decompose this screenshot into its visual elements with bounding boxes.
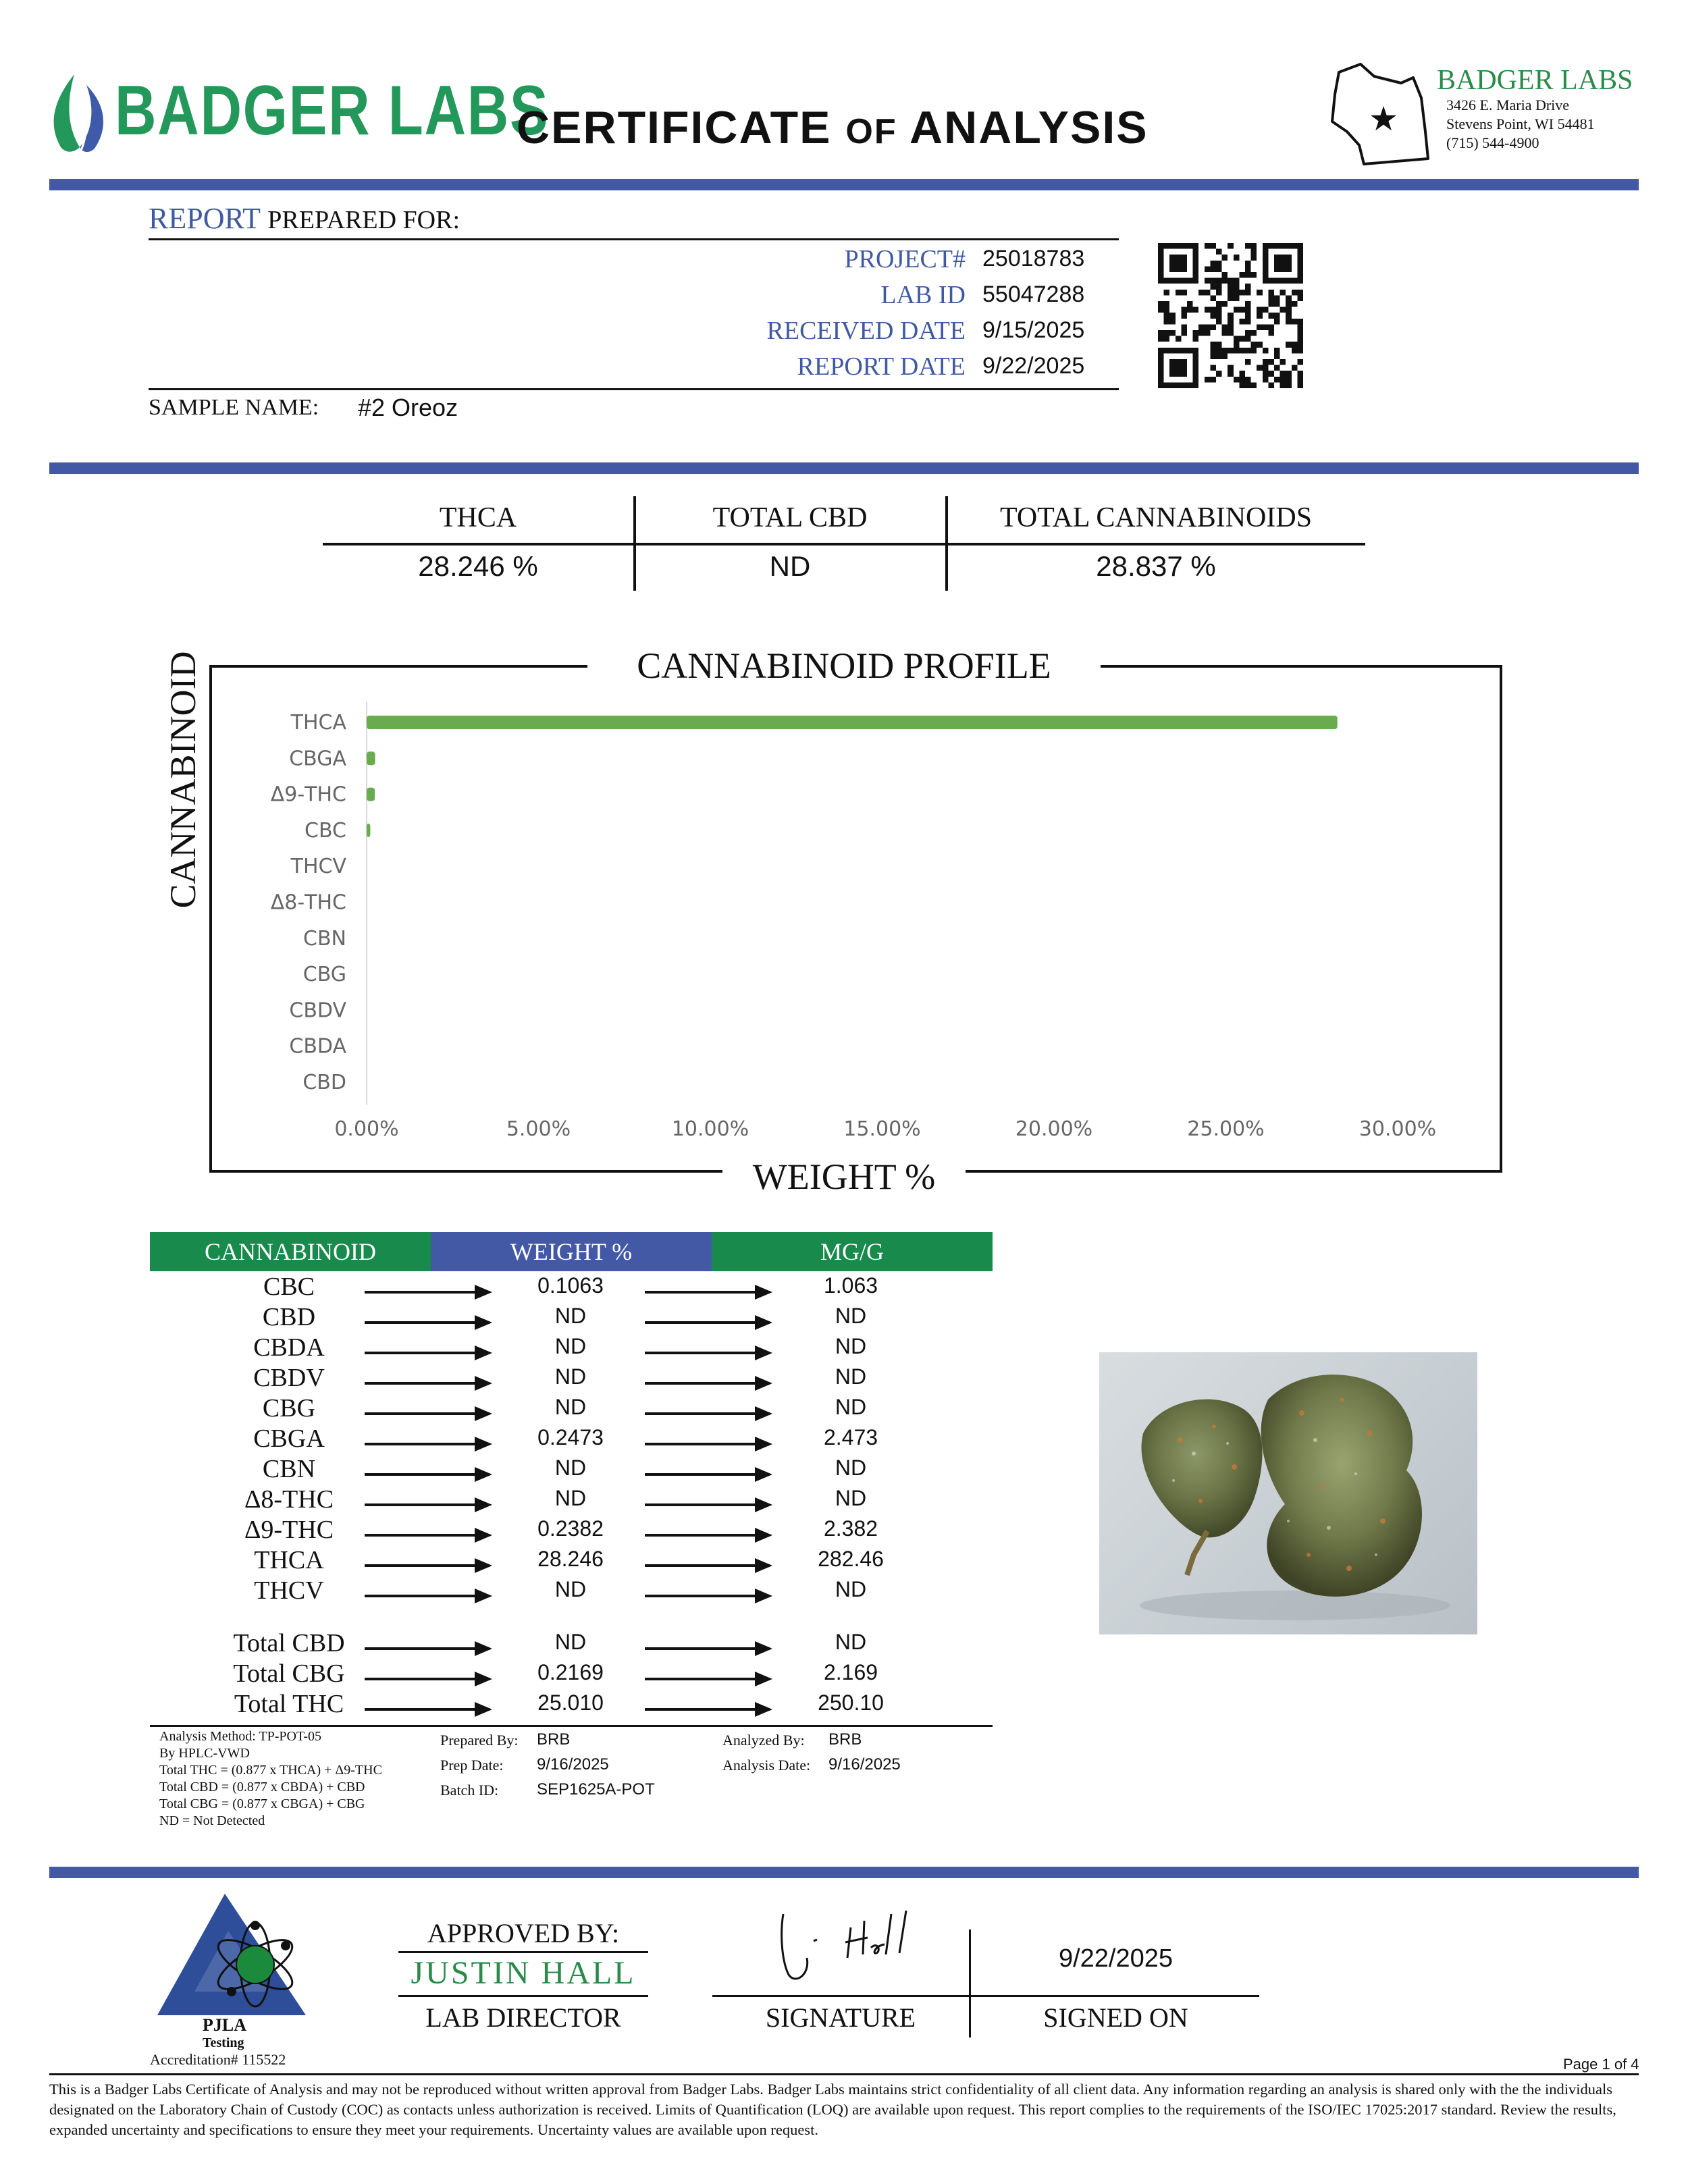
approved-by-label: APPROVED BY: bbox=[427, 1918, 620, 1948]
row-mgg: ND bbox=[835, 1364, 867, 1389]
approver-title: LAB DIRECTOR bbox=[425, 2002, 621, 2033]
chart-bar bbox=[367, 716, 1338, 729]
arrow-icon bbox=[365, 1678, 490, 1680]
lab-name: BADGER LABS bbox=[1437, 65, 1633, 96]
signature-image bbox=[756, 1900, 945, 1998]
received-date-value: 9/15/2025 bbox=[982, 317, 1085, 343]
arrow-icon bbox=[645, 1503, 770, 1506]
lab-address-line2: Stevens Point, WI 54481 bbox=[1446, 115, 1595, 132]
row-name: CBGA bbox=[253, 1424, 325, 1453]
disclaimer-text: This is a Badger Labs Certificate of Analysis and may not be reproduced without written approval from Badger Labs. Badger Labs maintains strict confidentiality of all client data. Any information regarding an analysis is shared only with the the individuals designated on the Laboratory Chain of Custody (COC) as contacts unless authorization is received. Limits of Quantification (LOQ) are available upon request. This report complies to the requirements of the ISO/IEC 17025:2017 standard. Review the results, expanded uncertainty and specifications to ensure they meet your requirements. Uncertainty values are available upon request. bbox=[49, 2081, 1616, 2138]
row-weight: 0.1063 bbox=[537, 1273, 604, 1298]
disclaimer-rule bbox=[49, 2073, 1639, 2075]
table-bottom-rule bbox=[150, 1725, 993, 1727]
chart-category-label: CBC bbox=[305, 818, 346, 843]
batch-id-value: SEP1625A-POT bbox=[537, 1780, 655, 1799]
row-mgg: 2.169 bbox=[823, 1660, 878, 1684]
chart-x-axis-label: WEIGHT % bbox=[722, 1156, 966, 1198]
row-weight: ND bbox=[554, 1577, 587, 1601]
chart-category-label: CBD bbox=[302, 1071, 346, 1094]
received-date-label: RECEIVED DATE bbox=[766, 317, 966, 345]
summary-total-label: TOTAL CANNABINOIDS bbox=[999, 502, 1313, 533]
batch-id-label: Batch ID: bbox=[440, 1782, 499, 1799]
summary-thca-label: THCA bbox=[439, 502, 517, 533]
arrow-icon bbox=[365, 1473, 490, 1476]
svg-text:★: ★ bbox=[1368, 99, 1399, 138]
row-weight: ND bbox=[554, 1304, 587, 1328]
arrow-icon bbox=[645, 1352, 770, 1354]
arrow-icon bbox=[645, 1291, 770, 1294]
arrow-icon bbox=[645, 1647, 770, 1650]
row-weight: ND bbox=[554, 1486, 587, 1510]
row-name: CBC bbox=[263, 1273, 315, 1301]
chart-bar bbox=[367, 788, 375, 801]
accreditation-number: Accreditation# 115522 bbox=[150, 2051, 286, 2068]
arrow-icon bbox=[365, 1595, 490, 1597]
row-weight: 0.2382 bbox=[537, 1516, 604, 1541]
row-name: CBG bbox=[262, 1394, 316, 1422]
analysis-date-value: 9/16/2025 bbox=[828, 1755, 901, 1774]
arrow-icon bbox=[645, 1595, 770, 1597]
analysis-note-line: Analysis Method: TP-POT-05 bbox=[159, 1729, 322, 1744]
arrow-icon bbox=[645, 1321, 770, 1324]
pjla-text: PJLA bbox=[203, 2015, 246, 2035]
row-weight: ND bbox=[554, 1630, 587, 1654]
sample-photo bbox=[1099, 1352, 1477, 1634]
signature-rule bbox=[712, 1995, 1259, 1997]
table-header-weight: WEIGHT % bbox=[431, 1232, 712, 1271]
analysis-note-line: Total CBG = (0.877 x CBGA) + CBG bbox=[159, 1796, 365, 1811]
approved-rule-1 bbox=[398, 1951, 648, 1953]
signature-divider bbox=[969, 1929, 971, 2037]
prepared-for-label: PREPARED FOR: bbox=[267, 206, 460, 234]
chart-category-label: CBGA bbox=[289, 747, 346, 771]
row-name: CBDA bbox=[253, 1333, 325, 1362]
arrow-icon bbox=[365, 1412, 490, 1415]
chart-category-label: CBDV bbox=[289, 998, 346, 1023]
chart-category-label: THCV bbox=[290, 855, 346, 879]
summary-cbd-value: ND bbox=[769, 550, 811, 582]
signed-date: 9/22/2025 bbox=[1058, 1944, 1173, 1973]
report-label: REPORT bbox=[149, 202, 261, 235]
sample-name-label: SAMPLE NAME: bbox=[149, 395, 319, 420]
row-weight: ND bbox=[554, 1364, 587, 1389]
arrow-icon bbox=[365, 1382, 490, 1385]
row-mgg: ND bbox=[835, 1334, 867, 1358]
prep-date-value: 9/16/2025 bbox=[537, 1755, 609, 1774]
title-part1: CERTIFICATE bbox=[517, 102, 832, 153]
chart-title: CANNABINOID PROFILE bbox=[587, 645, 1101, 687]
row-name: CBD bbox=[262, 1303, 316, 1331]
arrow-icon bbox=[645, 1473, 770, 1476]
title-of: OF bbox=[845, 112, 897, 151]
approver-name: JUSTIN HALL bbox=[411, 1955, 636, 1991]
row-name: Total CBD bbox=[233, 1629, 345, 1657]
row-name: Total THC bbox=[234, 1690, 344, 1718]
project-label: PROJECT# bbox=[844, 245, 966, 273]
chart-x-tick-label: 5.00% bbox=[506, 1117, 571, 1141]
chart-category-label: Δ8-THC bbox=[270, 890, 346, 915]
chart-x-tick-label: 25.00% bbox=[1187, 1117, 1265, 1141]
analysis-note-line: Total THC = (0.877 x THCA) + Δ9-THC bbox=[159, 1763, 382, 1778]
arrow-icon bbox=[365, 1352, 490, 1354]
row-weight: 28.246 bbox=[537, 1547, 604, 1571]
arrow-icon bbox=[365, 1291, 490, 1294]
arrow-icon bbox=[645, 1564, 770, 1567]
chart-x-tick-label: 10.00% bbox=[671, 1117, 749, 1141]
arrow-icon bbox=[645, 1534, 770, 1537]
row-mgg: 282.46 bbox=[818, 1547, 884, 1571]
brand-name: BADGER LABS bbox=[115, 72, 550, 150]
row-mgg: 2.473 bbox=[823, 1425, 878, 1449]
analysis-date-label: Analysis Date: bbox=[722, 1757, 811, 1774]
arrow-icon bbox=[365, 1708, 490, 1711]
row-mgg: ND bbox=[835, 1304, 867, 1328]
prep-date-label: Prep Date: bbox=[440, 1757, 504, 1774]
chart-category-label: CBN bbox=[303, 926, 346, 951]
summary-thca-value: 28.246 % bbox=[418, 550, 538, 582]
report-date-label: REPORT DATE bbox=[797, 352, 966, 381]
prepared-by-label: Prepared By: bbox=[440, 1732, 519, 1749]
row-name: THCA bbox=[254, 1546, 324, 1574]
summary-total-value: 28.837 % bbox=[1096, 550, 1216, 582]
lab-id-value: 55047288 bbox=[982, 282, 1085, 307]
sample-name-value: #2 Oreoz bbox=[358, 394, 458, 421]
lab-address-line1: 3426 E. Maria Drive bbox=[1446, 97, 1570, 113]
row-name: Total CBG bbox=[233, 1659, 345, 1688]
approved-rule-2 bbox=[398, 1995, 648, 1997]
row-mgg: ND bbox=[835, 1577, 867, 1601]
arrow-icon bbox=[645, 1443, 770, 1445]
table-header-mgg: MG/G bbox=[712, 1232, 993, 1271]
chart-x-tick-label: 15.00% bbox=[843, 1117, 921, 1141]
row-mgg: 250.10 bbox=[818, 1690, 884, 1715]
row-name: Δ8-THC bbox=[244, 1485, 334, 1514]
analysis-note-line: ND = Not Detected bbox=[159, 1813, 265, 1828]
signed-on-label: SIGNED ON bbox=[1043, 2002, 1188, 2033]
arrow-icon bbox=[365, 1321, 490, 1324]
arrow-icon bbox=[645, 1708, 770, 1711]
row-mgg: ND bbox=[835, 1630, 867, 1654]
row-weight: ND bbox=[554, 1456, 587, 1480]
arrow-icon bbox=[365, 1647, 490, 1650]
title-part2: ANALYSIS bbox=[909, 102, 1149, 153]
chart-y-axis-label: CANNABINOID bbox=[162, 638, 204, 922]
row-weight: ND bbox=[554, 1334, 587, 1358]
analysis-note-line: Total CBD = (0.877 x CBDA) + CBD bbox=[159, 1780, 365, 1794]
chart-category-label: Δ9-THC bbox=[270, 782, 346, 807]
report-date-value: 9/22/2025 bbox=[982, 353, 1085, 379]
arrow-icon bbox=[365, 1443, 490, 1445]
prepared-by-value: BRB bbox=[537, 1730, 571, 1749]
row-weight: 0.2473 bbox=[537, 1425, 604, 1449]
lab-id-label: LAB ID bbox=[880, 281, 966, 309]
row-mgg: 2.382 bbox=[823, 1516, 878, 1541]
chart-bar bbox=[367, 824, 370, 837]
row-mgg: ND bbox=[835, 1395, 867, 1419]
chart-category-label: CBG bbox=[302, 963, 346, 987]
pjla-testing: Testing bbox=[203, 2035, 244, 2050]
chart-x-tick-label: 20.00% bbox=[1015, 1117, 1093, 1141]
page-number: Page 1 of 4 bbox=[1563, 2056, 1639, 2073]
footer-divider bbox=[49, 1867, 1639, 1878]
arrow-icon bbox=[645, 1678, 770, 1680]
chart-category-label: THCA bbox=[290, 711, 346, 735]
chart-category-label: CBDA bbox=[289, 1034, 346, 1059]
table-header-cannabinoid: CANNABINOID bbox=[150, 1232, 431, 1271]
arrow-icon bbox=[645, 1382, 770, 1385]
pjla-accreditation-logo bbox=[154, 1890, 309, 2022]
row-name: CBDV bbox=[253, 1364, 325, 1392]
analysis-note-line: By HPLC-VWD bbox=[159, 1746, 250, 1761]
row-weight: 25.010 bbox=[537, 1690, 604, 1715]
row-mgg: ND bbox=[835, 1486, 867, 1510]
arrow-icon bbox=[365, 1534, 490, 1537]
analyzed-by-label: Analyzed By: bbox=[722, 1732, 805, 1749]
analysis-notes bbox=[159, 1728, 382, 1830]
row-name: CBN bbox=[262, 1455, 316, 1483]
arrow-icon bbox=[365, 1503, 490, 1506]
summary-cbd-label: TOTAL CBD bbox=[712, 502, 868, 533]
arrow-icon bbox=[645, 1412, 770, 1415]
row-name: Δ9-THC bbox=[244, 1516, 334, 1544]
chart-x-tick-label: 30.00% bbox=[1359, 1117, 1437, 1141]
row-name: THCV bbox=[254, 1576, 324, 1605]
arrow-icon bbox=[365, 1564, 490, 1567]
row-weight: ND bbox=[554, 1395, 587, 1419]
chart-bar bbox=[367, 751, 375, 765]
signature-label: SIGNATURE bbox=[765, 2002, 916, 2033]
lab-phone: (715) 544-4900 bbox=[1446, 134, 1539, 151]
row-weight: 0.2169 bbox=[537, 1660, 604, 1684]
row-mgg: ND bbox=[835, 1456, 867, 1480]
project-value: 25018783 bbox=[982, 246, 1085, 271]
analyzed-by-value: BRB bbox=[828, 1730, 862, 1749]
chart-x-tick-label: 0.00% bbox=[334, 1117, 399, 1141]
row-mgg: 1.063 bbox=[823, 1273, 878, 1298]
